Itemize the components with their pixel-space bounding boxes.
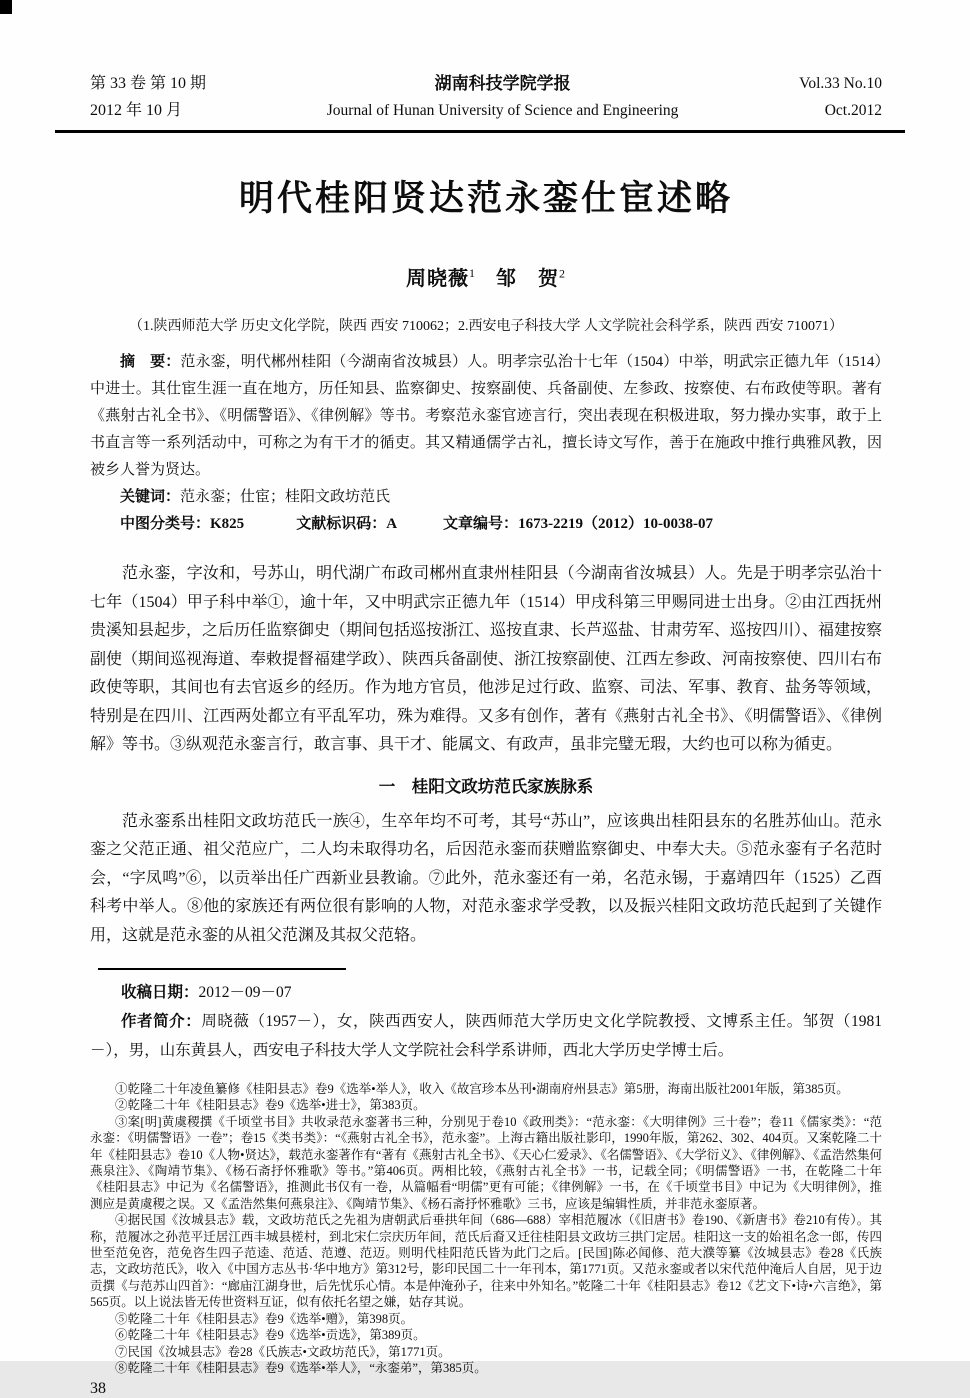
footnote-4: ④据民国《汝城县志》载，文政坊范氏之先祖为唐朝武后垂拱年间（686—688）宰相范履冰（《旧唐书》卷190、《新唐书》卷210有传）。其称，范履冰之孙范平迁居江西丰城县槎村，到北宋仁宗庆历年间，范氏后裔又迁往桂阳县文政坊三拱门定居。桂阳这一支的始祖名念一郎，传四世至范免咨，范免咨生四子范逵、范适、范遵、范迈。则明代桂阳范氏皆为此门之后。[民国]陈必闻修、范大濮等纂《汝城县志》卷28《氏族志，文政坊范氏》，收入《中国方志丛书·华中地方》第312号，影印民国二十一年刊本，第1771页。又范永銮或者以宋代范仲淹后人自居，见于边贡撰《与范苏山四首》：“廊庙江湖身世，后先忧乐心情。本是仲淹孙子，往来中外知名。”乾隆二十年《桂阳县志》卷12《艺文下•诗•六言绝》，第565页。以上说法皆无传世资料互证，似有依托名望之嫌，姑存其说。 (90, 1213, 882, 1310)
article-id-value: 1673-2219（2012）10-0038-07 (518, 516, 714, 532)
footnote-8: ⑧乾隆二十年《桂阳县志》卷9《选举•举人》，“永銮弟”，第385页。 (115, 1360, 487, 1375)
doc-code-value: A (386, 516, 398, 532)
footnote-2: ②乾隆二十年《桂阳县志》卷9《选举•进士》，第383页。 (115, 1098, 426, 1113)
bio-value: 周晓薇（1957－），女，陕西西安人，陕西师范大学历史文化学院教授、文博系主任。邹贺（1981－），男，山东黄县人，西安电子科技大学人文学院社会科学系讲师，西北大学历史学博士后。 (90, 1013, 882, 1059)
doc-code-label: 文献标识码： (296, 516, 387, 532)
author-bio-line (90, 1007, 882, 1065)
doc-code-segment (296, 516, 397, 532)
bio-label: 作者简介： (121, 1013, 202, 1030)
footnote-5: ⑤乾隆二十年《桂阳县志》卷9《选举•赠》，第398页。 (115, 1311, 414, 1326)
abstract-text: 范永銮，明代郴州桂阳（今湖南省汝城县）人。明孝宗弘治十七年（1504）中举，明武宗正德九年（1514）中进士。其仕宦生涯一直在地方，历任知县、监察御史、按察副使、兵备副使、左参政、按察使、右布政使等职。著有《燕射古礼全书》、《明儒警语》、《律例解》等书。考察范永銮官迹言行，突出表现在积极进取，努力操办实事，敢于上书直言等一系列活动中，可称之为有干才的循吏。其又精通儒学古礼，擅长诗文写作，善于在施政中推行典雅风教，因被乡人誉为贤达。 (90, 354, 882, 478)
keywords-line (90, 484, 882, 511)
received-date-line (90, 978, 882, 1007)
keywords-text: 范永銮；仕宦；桂阳文政坊范氏 (180, 489, 391, 505)
page-number: 38 (90, 1380, 106, 1398)
issue-date-cn: 2012 年 10 月 (90, 102, 183, 119)
article-id-segment (443, 516, 713, 532)
author-2-name: 邹 贺 (496, 268, 559, 290)
issue-date-en: Oct.2012 (824, 102, 882, 119)
journal-name-cn: 湖南科技学院学报 (434, 74, 571, 93)
received-value: 2012－09－07 (198, 984, 292, 1001)
clc-value: K825 (210, 516, 245, 532)
author-1-name: 周晓薇 (406, 268, 469, 290)
intro-paragraph: 范永銮，字汝和，号苏山，明代湖广布政司郴州直隶州桂阳县（今湖南省汝城县）人。先是于明孝宗弘治十七年（1504）甲子科中举①，逾十年，又中明武宗正德九年（1514）甲戌科第三甲赐同进士出身。②由江西抚州贵溪知县起步，之后历任监察御史（期间包括巡按浙江、巡按直隶、长芦巡盐、甘肃劳军、巡按四川）、福建按察副使（期间巡视海道、奉敕提督福建学政）、陕西兵备副使、浙江按察副使、江西左参政、河南按察使、四川右布政使等职，其间也有去官返乡的经历。作为地方官员，他涉足过行政、监察、司法、军事、教育、盐务等领域，特别是在四川、江西两处都立有平乱军功，殊为难得。又多有创作，著有《燕射古礼全书》、《明儒警语》、《律例解》等书。③纵观范永銮言行，敢言事、具干才、能属文、有政声，虽非完璧无瑕，大约也可以称为循吏。 (90, 565, 883, 753)
section-1-heading: 一 桂阳文政坊范氏家族脉系 (378, 776, 594, 796)
abstract-block (90, 349, 882, 538)
classification-line (90, 511, 882, 538)
main-body (90, 560, 882, 950)
keywords-label: 关键词： (120, 489, 181, 505)
abstract-paragraph (90, 349, 882, 484)
volume-number-en: Vol.33 No.10 (799, 75, 882, 92)
journal-header (90, 0, 882, 124)
footnote-divider (98, 968, 346, 970)
footnote-3: ③案[明]黄虞稷撰《千顷堂书目》共收录范永銮著书三种，分别见于卷10《政刑类》：“范永銮：《大明律例》三十卷”；卷11《儒家类》：“范永銮：《明儒警语》一卷”；卷15《类书类》：“《燕射古礼全书》，范永銮”。上海古籍出版社影印，1990年版，第262、302、404页。又案乾隆二十年《桂阳县志》卷10《人物•贤达》，载范永銮著作有“著有《燕射古礼全书》、《天心仁爱录》、《名儒警语》、《大学衍义》、《律例解》、《孟浩然集何燕泉注》、《陶靖节集》、《杨石斋抒怀雅歌》等书。”第406页。两相比较，《燕射古礼全书》一书，记载全同；《明儒警语》一书，在乾隆二十年《桂阳县志》中记为《名儒警语》，推测此书仅有一卷，从篇幅看“明儒”更有可能；《律例解》一书，在《千顷堂书目》中记为《大明律例》，推测应是黄虞稷之误。又《孟浩然集何燕泉注》、《陶靖节集》、《杨石斋抒怀雅歌》三书，应该是编辑性质，并非范永銮原著。 (90, 1114, 882, 1211)
footnote-1: ①乾隆二十年凌鱼纂修《桂阳县志》卷9《选举•举人》，收入《故宫珍本丛刊•湖南府州县志》第5册，海南出版社2001年版，第385页。 (115, 1082, 849, 1096)
journal-name-en: Journal of Hunan University of Science and Engineering (326, 102, 679, 119)
article-id-label: 文章编号： (443, 516, 519, 532)
issue-info (90, 70, 206, 124)
journal-name (206, 70, 799, 124)
volume-issue: 第 33 卷 第 10 期 (90, 75, 207, 92)
footnote-6: ⑥乾隆二十年《桂阳县志》卷9《选举•贡选》，第389页。 (115, 1328, 426, 1343)
volume-info-en (799, 70, 882, 124)
page-title: 明代桂阳贤达范永銮仕宦述略 (238, 179, 733, 218)
clc-segment (120, 516, 244, 532)
section-1-paragraph: 范永銮系出桂阳文政坊范氏一族④，生卒年均不可考，其号“苏山”，应该典出桂阳县东的名胜苏仙山。范永銮之父范正通、祖父范应广，二人均未取得功名，后因范永銮而获赠监察御史、中奉大夫。⑤范永銮有子名范时会，“字凤鸣”⑥，以贡举出任广西新业县教谕。⑦此外，范永銮还有一弟，名范永锡，于嘉靖四年（1525）乙酉科考中举人。⑧他的家族还有两位很有影响的人物，对范永銮求学受教，以及振兴桂阳文政坊范氏起到了关键作用，这就是范永銮的从祖父范渊及其叔父范辂。 (90, 812, 882, 944)
article-content (0, 176, 970, 1398)
author-2-superscript: 2 (559, 266, 566, 281)
clc-label: 中图分类号： (120, 516, 211, 532)
footnotes-block (90, 1081, 882, 1376)
author-line (90, 262, 882, 291)
received-bio-block (90, 978, 882, 1065)
author-1-superscript: 1 (469, 266, 476, 281)
affiliation-line: （1.陕西师范大学 历史文化学院，陕西 西安 710062；2.西安电子科技大学 人文学院社会科学系，陕西 西安 710071） (129, 319, 843, 334)
abstract-label: 摘 要： (120, 354, 181, 370)
header-divider (55, 130, 905, 133)
scan-artifact (0, 0, 12, 14)
page-content (0, 0, 970, 124)
footnote-7: ⑦民国《汝城县志》卷28《氏族志•文政坊范氏》，第1771页。 (115, 1344, 451, 1359)
received-label: 收稿日期： (121, 984, 199, 1001)
